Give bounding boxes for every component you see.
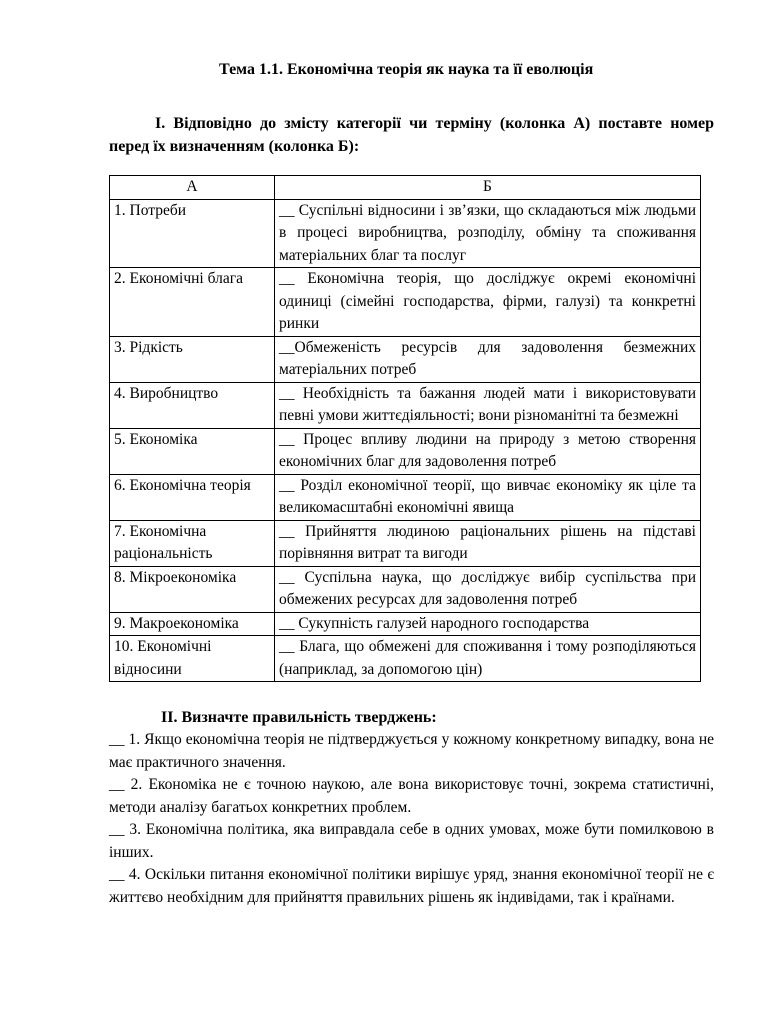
- term-cell: 2. Економічні блага: [110, 268, 275, 337]
- definition-cell: __Обмеженість ресурсів для задоволення безмежних матеріальних потреб: [275, 336, 701, 382]
- definition-cell: __ Розділ економічної теорії, що вивчає економіку як ціле та великомасштабні економічні явища: [275, 474, 701, 520]
- term-cell: 3. Рідкість: [110, 336, 275, 382]
- table-row: [110, 336, 701, 382]
- statement-item: __ 2. Економіка не є точною наукою, але вона використовує точні, зокрема статистичні, методи аналізу багатьох конкретних проблем.: [109, 776, 714, 816]
- term-cell: 9. Макроекономіка: [110, 612, 275, 636]
- column-a-header: А: [110, 176, 275, 200]
- statement-item: __ 1. Якщо економічна теорія не підтверджується у кожному конкретному випадку, вона не має практичного значення.: [109, 731, 714, 771]
- term-cell: 4. Виробництво: [110, 382, 275, 428]
- table-header-row: [110, 176, 701, 200]
- definition-cell: __ Суспільні відносини і зв’язки, що складаються між людьми в процесі виробництва, розподілу, обміну та споживання матеріальних благ та послуг: [275, 199, 701, 268]
- term-cell: 6. Економічна теорія: [110, 474, 275, 520]
- definition-cell: __ Прийняття людиною раціональних рішень на підставі порівняння витрат та вигоди: [275, 520, 701, 566]
- table-row: [110, 612, 701, 636]
- table-row: [110, 428, 701, 474]
- page-title: Тема 1.1. Економічна теорія як наука та її еволюція: [219, 61, 594, 78]
- term-cell: 10. Економічні відносини: [110, 636, 275, 682]
- term-cell: 7. Економічна раціональність: [110, 520, 275, 566]
- term-cell: 1. Потреби: [110, 199, 275, 268]
- table-row: [110, 566, 701, 612]
- section-2-heading: II. Визначте правильність тверджень:: [161, 709, 437, 726]
- table-row: [110, 199, 701, 268]
- definition-cell: __ Необхідність та бажання людей мати і використовувати певні умови життєдіяльності; вони різноманітні та безмежні: [275, 382, 701, 428]
- table-row: [110, 474, 701, 520]
- term-cell: 5. Економіка: [110, 428, 275, 474]
- statement-item: __ 3. Економічна політика, яка виправдала себе в одних умовах, може бути помилковою в інших.: [109, 821, 714, 861]
- table-row: [110, 520, 701, 566]
- document-page: [109, 60, 714, 909]
- table-row: [110, 636, 701, 682]
- section-1-heading: I. Відповідно до змісту категорії чи терміну (колонка А) поставте номер перед їх визначенням (колонка Б):: [109, 115, 714, 155]
- table-row: [110, 268, 701, 337]
- column-b-header: Б: [275, 176, 701, 200]
- matching-table: [109, 175, 701, 682]
- statement-item: __ 4. Оскільки питання економічної політики вирішує уряд, знання економічної теорії не є життєво необхідним для прийняття правильних рішень як індивідами, так і країнами.: [109, 866, 714, 906]
- table-row: [110, 382, 701, 428]
- term-cell: 8. Мікроекономіка: [110, 566, 275, 612]
- definition-cell: __ Сукупність галузей народного господарства: [275, 612, 701, 636]
- definition-cell: __ Блага, що обмежені для споживання і тому розподіляються (наприклад, за допомогою цін): [275, 636, 701, 682]
- definition-cell: __ Суспільна наука, що досліджує вибір суспільства при обмежених ресурсах для задоволення потреб: [275, 566, 701, 612]
- definition-cell: __ Процес впливу людини на природу з метою створення економічних благ для задоволення потреб: [275, 428, 701, 474]
- definition-cell: __ Економічна теорія, що досліджує окремі економічні одиниці (сімейні господарства, фірми, галузі) та конкретні ринки: [275, 268, 701, 337]
